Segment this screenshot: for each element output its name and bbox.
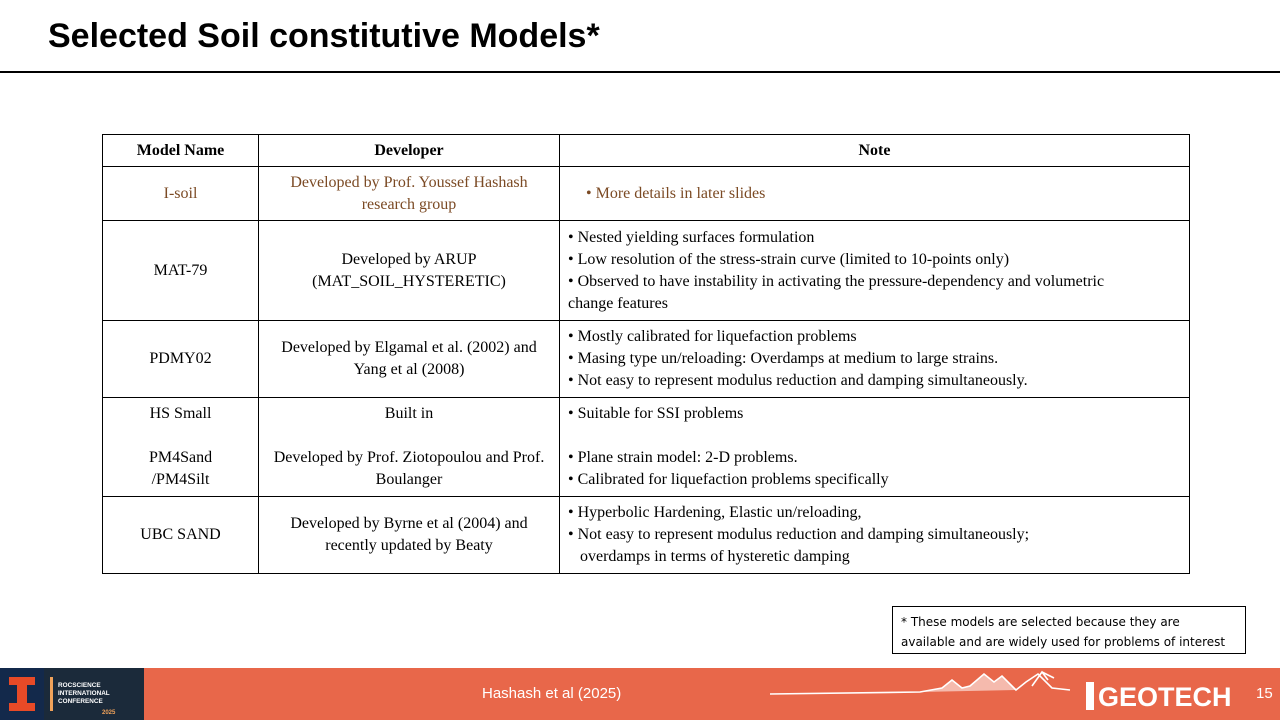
note-cell bbox=[560, 321, 1190, 398]
model-cell: MAT-79 bbox=[103, 221, 259, 321]
note-bullet: • Mostly calibrated for liquefaction problems bbox=[568, 328, 857, 345]
conference-logo-icon bbox=[44, 668, 144, 720]
geotech-logo bbox=[770, 668, 1250, 720]
note-cell bbox=[560, 497, 1190, 574]
model-cell: UBC SAND bbox=[103, 497, 259, 574]
university-logo bbox=[0, 668, 44, 720]
note-bullet: • Calibrated for liquefaction problems specifically bbox=[568, 471, 889, 488]
developer-cell bbox=[259, 398, 560, 497]
developer-text: Built in bbox=[384, 405, 434, 422]
note-cell bbox=[560, 221, 1190, 321]
note-bullet: • Not easy to represent modulus reduction and damping simultaneously. bbox=[568, 372, 1028, 389]
table-row bbox=[103, 398, 1190, 497]
header-model-name: Model Name bbox=[103, 135, 259, 167]
table-row bbox=[103, 497, 1190, 574]
conference-logo-line: INTERNATIONAL bbox=[58, 690, 110, 697]
header-note: Note bbox=[560, 135, 1190, 167]
note-bullet: • Low resolution of the stress-strain curve (limited to 10-points only) bbox=[568, 250, 1010, 268]
developer-cell: Developed by Prof. Youssef Hashash research group bbox=[259, 167, 560, 221]
model-cell bbox=[103, 398, 259, 497]
note-bullet: • Not easy to represent modulus reduction and damping simultaneously; bbox=[568, 526, 1030, 543]
developer-cell: Developed by Byrne et al (2004) and recently updated by Beaty bbox=[259, 497, 560, 574]
developer-cell: Developed by ARUP (MAT_SOIL_HYSTERETIC) bbox=[259, 221, 560, 321]
footer-bar bbox=[0, 668, 1280, 720]
footnote-box: * These models are selected because they are available and are widely used for problems of interest bbox=[892, 606, 1246, 654]
table-header-row bbox=[103, 135, 1190, 167]
note-bullet: • Nested yielding surfaces formulation bbox=[568, 228, 815, 246]
note-bullet: • More details in later slides bbox=[586, 184, 766, 202]
note-continuation: overdamps in terms of hysteretic damping bbox=[580, 548, 850, 565]
page-number: 15 bbox=[1256, 685, 1273, 702]
developer-cell: Developed by Elgamal et al. (2002) and Yang et al (2008) bbox=[259, 321, 560, 398]
conference-logo-line: ROCSCIENCE bbox=[58, 682, 101, 689]
note-bullet: • Hyperbolic Hardening, Elastic un/reloading, bbox=[568, 504, 862, 521]
geotech-wordmark: GEOTECH bbox=[1098, 682, 1232, 712]
developer-text: Developed by Prof. Ziotopoulou and Prof. Boulanger bbox=[273, 449, 545, 488]
note-bullet: • Plane strain model: 2-D problems. bbox=[568, 449, 798, 466]
table-row bbox=[103, 221, 1190, 321]
block-i-icon bbox=[0, 668, 44, 720]
table-row bbox=[103, 321, 1190, 398]
note-bullet: • Suitable for SSI problems bbox=[568, 405, 744, 422]
page-title: Selected Soil constitutive Models* bbox=[48, 17, 600, 55]
logo-bar-icon bbox=[1086, 682, 1094, 710]
footer-citation: Hashash et al (2025) bbox=[482, 685, 622, 702]
note-cell bbox=[560, 167, 1190, 221]
note-cell bbox=[560, 398, 1190, 497]
title-divider bbox=[0, 71, 1280, 73]
conference-logo-line: CONFERENCE bbox=[58, 698, 103, 705]
model-cell: PDMY02 bbox=[103, 321, 259, 398]
note-bullet: • Masing type un/reloading: Overdamps at medium to large strains. bbox=[568, 350, 999, 367]
header-developer: Developer bbox=[259, 135, 560, 167]
model-name: HS Small bbox=[149, 405, 212, 422]
table-row bbox=[103, 167, 1190, 221]
model-name: PM4Sand /PM4Silt bbox=[148, 449, 213, 488]
conference-logo bbox=[44, 668, 144, 720]
conference-logo-line: 2025 bbox=[102, 710, 116, 716]
models-table bbox=[102, 134, 1190, 574]
skyline-icon bbox=[770, 674, 1070, 694]
note-bullet: • Observed to have instability in activating the pressure-dependency and volumetric change features bbox=[568, 272, 1105, 312]
model-cell: I-soil bbox=[103, 167, 259, 221]
